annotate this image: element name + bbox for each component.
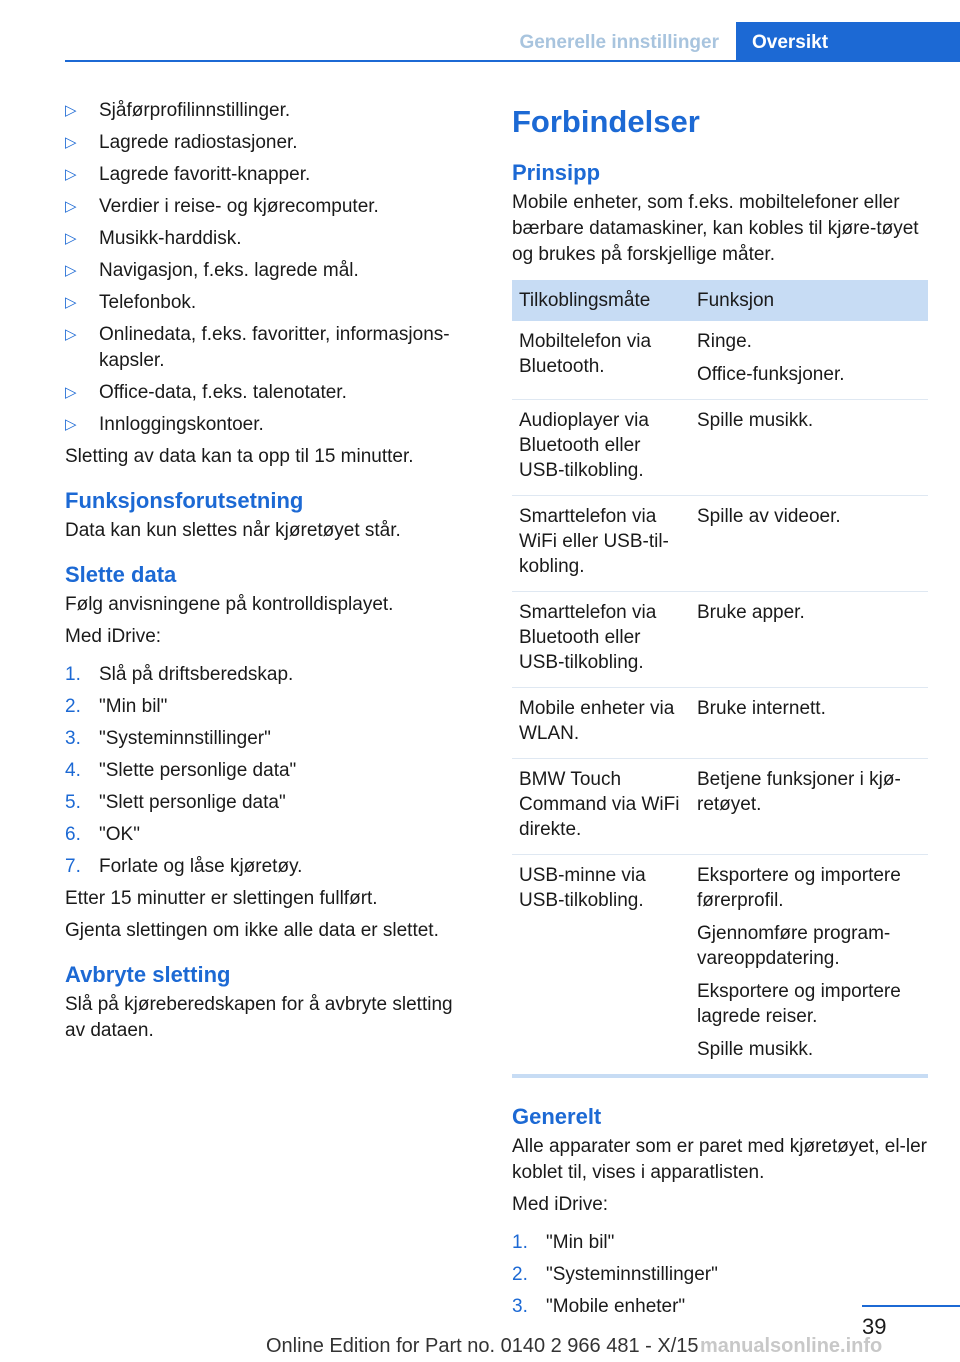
step-number: 5. (65, 792, 81, 813)
list-item (65, 226, 470, 252)
list-item-text: Navigasjon, f.eks. lagrede mål. (99, 260, 359, 281)
cancel-text: Slå på kjøreberedskapen for å avbryte sletting av dataen. (65, 994, 453, 1041)
table-body (512, 321, 928, 1076)
function-cell (690, 759, 928, 855)
list-item-text: Lagrede favoritt-knapper. (99, 164, 311, 185)
table-row (512, 400, 928, 496)
triangle-bullet-icon: ▷ (65, 416, 77, 433)
list-item-text: Verdier i reise- og kjørecomputer. (99, 196, 379, 217)
function-item: Bruke apper. (697, 602, 805, 623)
function-cell (690, 855, 928, 1077)
general-text: Alle apparater som er paret med kjøretøyet, el-ler koblet til, vises i apparatlisten. (512, 1136, 927, 1183)
triangle-bullet-icon: ▷ (65, 230, 77, 247)
list-item (65, 162, 470, 188)
step-text: "OK" (99, 824, 140, 845)
step-number: 6. (65, 824, 81, 845)
connections-table (512, 280, 928, 1078)
triangle-bullet-icon: ▷ (65, 326, 77, 343)
deletion-note: Sletting av data kan ta opp til 15 minutter. (65, 446, 414, 467)
principle-text: Mobile enheter, som f.eks. mobiltelefoner eller bærbare datamaskiner, kan kobles til kjøre-tøyet og brukes på forskjellige måter. (512, 192, 919, 265)
function-item: Eksportere og importere førerprofil. (697, 865, 901, 911)
left-column (65, 98, 470, 1050)
triangle-bullet-icon: ▷ (65, 166, 77, 183)
connection-method-cell: Smarttelefon via Bluetooth eller USB-tilkobling. (512, 592, 690, 688)
table-row (512, 688, 928, 759)
connection-method-cell: BMW Touch Command via WiFi direkte. (512, 759, 690, 855)
active-tab: Oversikt (736, 22, 960, 62)
table-row (512, 855, 928, 1077)
connection-method-cell: Smarttelefon via WiFi eller USB-til-kobling. (512, 496, 690, 592)
step-text: "Min bil" (99, 696, 168, 717)
connection-method-cell: Mobiltelefon via Bluetooth. (512, 321, 690, 400)
step-text: Slå på driftsberedskap. (99, 664, 294, 685)
prereq-text: Data kan kun slettes når kjøretøyet står. (65, 520, 401, 541)
step-number: 2. (512, 1264, 528, 1285)
page-number: 39 (862, 1314, 887, 1339)
column-header-function: Funksjon (690, 280, 928, 321)
list-item (65, 290, 470, 316)
step-item (65, 790, 470, 816)
after-text: Etter 15 minutter er slettingen fullført. (65, 888, 378, 909)
list-item-text: Musikk-harddisk. (99, 228, 242, 249)
list-item (65, 98, 470, 124)
list-item-text: Telefonbok. (99, 292, 197, 313)
list-item (65, 258, 470, 284)
header-rule (65, 60, 960, 62)
list-item (65, 194, 470, 220)
page-title: Forbindelser (512, 104, 700, 139)
function-cell (690, 592, 928, 688)
function-cell (690, 688, 928, 759)
function-cell (690, 321, 928, 400)
triangle-bullet-icon: ▷ (65, 384, 77, 401)
triangle-bullet-icon: ▷ (65, 198, 77, 215)
step-number: 3. (65, 728, 81, 749)
list-item (65, 130, 470, 156)
header-tabs (502, 22, 960, 62)
triangle-bullet-icon: ▷ (65, 134, 77, 151)
triangle-bullet-icon: ▷ (65, 102, 77, 119)
function-item: Bruke internett. (697, 698, 826, 719)
function-item: Office-funksjoner. (697, 364, 845, 385)
step-item (65, 694, 470, 720)
step-text: "Slett personlige data" (99, 792, 286, 813)
step-item (65, 822, 470, 848)
triangle-bullet-icon: ▷ (65, 262, 77, 279)
list-item-text: Lagrede radiostasjoner. (99, 132, 298, 153)
table-row (512, 321, 928, 400)
step-number: 4. (65, 760, 81, 781)
section-title: Generelle innstillinger (519, 32, 719, 53)
list-item-text: Sjåførprofilinnstillinger. (99, 100, 291, 121)
list-item (65, 412, 470, 438)
step-text: "Systeminnstillinger" (99, 728, 271, 749)
column-header-method: Tilkoblingsmåte (512, 280, 690, 321)
connection-method-cell: Mobile enheter via WLAN. (512, 688, 690, 759)
function-item: Spille av videoer. (697, 506, 841, 527)
function-cell (690, 400, 928, 496)
list-item (65, 380, 470, 406)
table-row (512, 759, 928, 855)
repeat-text: Gjenta slettingen om ikke alle data er slettet. (65, 920, 439, 941)
footer-rule (862, 1305, 960, 1307)
function-item: Gjennomføre program-vareoppdatering. (697, 923, 891, 969)
step-item (512, 1262, 928, 1288)
table-row (512, 592, 928, 688)
step-number: 2. (65, 696, 81, 717)
step-item (65, 854, 470, 880)
triangle-bullet-icon: ▷ (65, 294, 77, 311)
connection-method-cell: Audioplayer via Bluetooth eller USB-tilkobling. (512, 400, 690, 496)
function-item: Ringe. (697, 331, 752, 352)
step-item (512, 1230, 928, 1256)
step-item (65, 758, 470, 784)
connection-method-cell: USB-minne via USB-tilkobling. (512, 855, 690, 1077)
step-item (65, 662, 470, 688)
table-row (512, 496, 928, 592)
step-number: 7. (65, 856, 81, 877)
function-item: Betjene funksjoner i kjø-retøyet. (697, 769, 901, 815)
step-text: "Mobile enheter" (546, 1296, 686, 1317)
principle-heading: Prinsipp (512, 160, 601, 185)
delete-heading: Slette data (65, 562, 177, 587)
delete-text: Følg anvisningene på kontrolldisplayet. (65, 594, 394, 615)
table-header-row (512, 280, 928, 321)
function-item: Eksportere og importere lagrede reiser. (697, 981, 901, 1027)
function-item: Spille musikk. (697, 410, 814, 431)
list-item-text: Innloggingskontoer. (99, 414, 264, 435)
step-item (65, 726, 470, 752)
with-idrive-label-right: Med iDrive: (512, 1194, 609, 1215)
delete-steps-list (65, 662, 470, 880)
step-number: 1. (65, 664, 81, 685)
list-item (65, 322, 470, 374)
step-text: "Min bil" (546, 1232, 615, 1253)
deletable-data-list (65, 98, 470, 438)
general-heading: Generelt (512, 1104, 602, 1129)
edition-text: Online Edition for Part no. 0140 2 966 481 - X/15 (266, 1335, 699, 1357)
list-item-text: Onlinedata, f.eks. favoritter, informasjons-kapsler. (99, 324, 450, 371)
list-item-text: Office-data, f.eks. talenotater. (99, 382, 347, 403)
step-text: "Slette personlige data" (99, 760, 297, 781)
cancel-heading: Avbryte sletting (65, 962, 231, 987)
prereq-heading: Funksjonsforutsetning (65, 488, 304, 513)
function-cell (690, 496, 928, 592)
step-number: 1. (512, 1232, 528, 1253)
right-column (512, 98, 928, 1326)
step-text: "Systeminnstillinger" (546, 1264, 718, 1285)
step-text: Forlate og låse kjøretøy. (99, 856, 303, 877)
step-number: 3. (512, 1296, 528, 1317)
watermark: manualsonline.info (700, 1335, 883, 1357)
with-idrive-label: Med iDrive: (65, 626, 162, 647)
function-item: Spille musikk. (697, 1039, 814, 1060)
